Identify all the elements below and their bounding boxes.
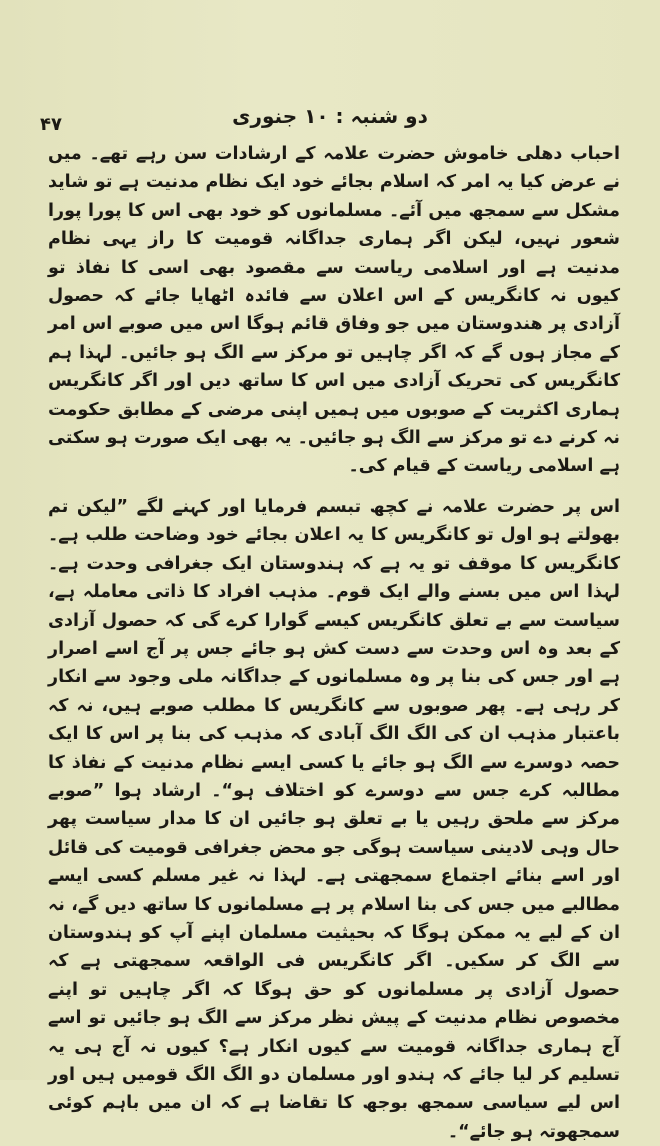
running-title: دو شنبہ : ۱۰ جنوری bbox=[232, 104, 428, 128]
page-number: ۴۷ bbox=[40, 114, 62, 135]
paragraph: احباب دھلی خاموش حضرت علامہ کے ارشادات سن رہے تھے۔ میں نے عرض کیا یہ امر کہ اسلام بجائے خود ایک نظام مدنیت ہے تو شاید مشکل سے سمجھ میں آئے۔ مسلمانوں کو خود بھی اس کا پورا پورا شعور نہیں، لیکن اگر ہماری جداگانہ قومیت کا راز یہی نظام مدنیت ہے اور اسلامی ریاست سے مقصود بھی اسی کا نفاذ تو کیوں نہ کانگریس کے اس اعلان سے فائدہ اٹھایا جائے کہ حصول آزادی پر ھندوستان میں جو وفاق قائم ہوگا اس میں صوبے اس امر کے مجاز ہوں گے کہ اگر چاہیں تو مرکز سے الگ ہو جائیں۔ لہذا ہم کانگریس کی تحریک آزادی میں اس کا ساتھ دیں اور اگر کانگریس ہماری اکثریت کے صوبوں میں ہمیں اپنی مرضی کے مطابق حکومت نہ کرنے دے تو مرکز سے الگ ہو جائیں۔ یہ بھی ایک صورت ہو سکتی ہے اسلامی ریاست کے قیام کی۔ bbox=[48, 144, 620, 477]
paragraph: اس پر حضرت علامہ نے کچھ تبسم فرمایا اور کہنے لگے ”لیکن تم بھولتے ہو اول تو کانگریس کا یہ اعلان بجائے خود وضاحت طلب ہے۔ کانگریس کا موقف تو یہ ہے کہ ہندوستان ایک جغرافی وحدت ہے۔ لہذا اس میں بسنے والے ایک قوم۔ مذہب افراد کا ذاتی معاملہ ہے، سیاست سے بے تعلق کانگریس کیسے گوارا کرے گی کہ حصول آزادی کے بعد وہ اس وحدت سے دست کش ہو جائے جس پر آج اسے اصرار ہے اور جس کی بنا پر وہ مسلمانوں کے جداگانہ ملی وجود سے انکار کر رہی ہے۔ پھر صوبوں سے کانگریس کا مطلب صوبے ہیں، نہ کہ باعتبار مذہب ان کی الگ الگ آبادی کہ مذہب کی بنا پر اس کا ایک حصہ دوسرے سے الگ ہو جائے یا کسی ایسے نظام مدنیت کے نفاذ کا مطالبہ کرے جس سے دوسرے کو اختلاف ہو“۔ ارشاد ہوا ”صوبے مرکز سے ملحق رہیں یا بے تعلق ہو جائیں ان کا مدار سیاست پھر حال وہی لادینی سیاست ہوگی جو محض جغرافی قومیت کی قائل اور اسے بنائے اجتماع سمجھتی ہے۔ لہذا نہ غیر مسلم کسی ایسے مطالبے میں جس کی بنا اسلام پر ہے مسلمانوں کا ساتھ دیں گے، نہ ان کے لیے یہ ممکن ہوگا کہ بحیثیت مسلمان اپنے آپ کو ہندوستان سے الگ کر سکیں۔ اگر کانگریس فی الواقعہ سمجھتی ہے کہ حصول آزادی پر مسلمانوں کو حق ہوگا کہ اگر چاہیں تو اپنے مخصوص نظام مدنیت کے پیش نظر مرکز سے الگ ہو جائیں تو اسے آج ہماری جداگانہ قومیت سے کیوں انکار ہے؟ کیوں نہ آج ہی یہ تسلیم کر لیا جائے کہ ہندو اور مسلمان دو الگ الگ قومیں ہیں اور اس لیے سیاسی سمجھ بوجھ کا تقاضا ہے کہ ان میں باہم کوئی سمجھوتہ ہو جائے“۔ bbox=[48, 496, 620, 1142]
body-text bbox=[48, 140, 620, 1146]
